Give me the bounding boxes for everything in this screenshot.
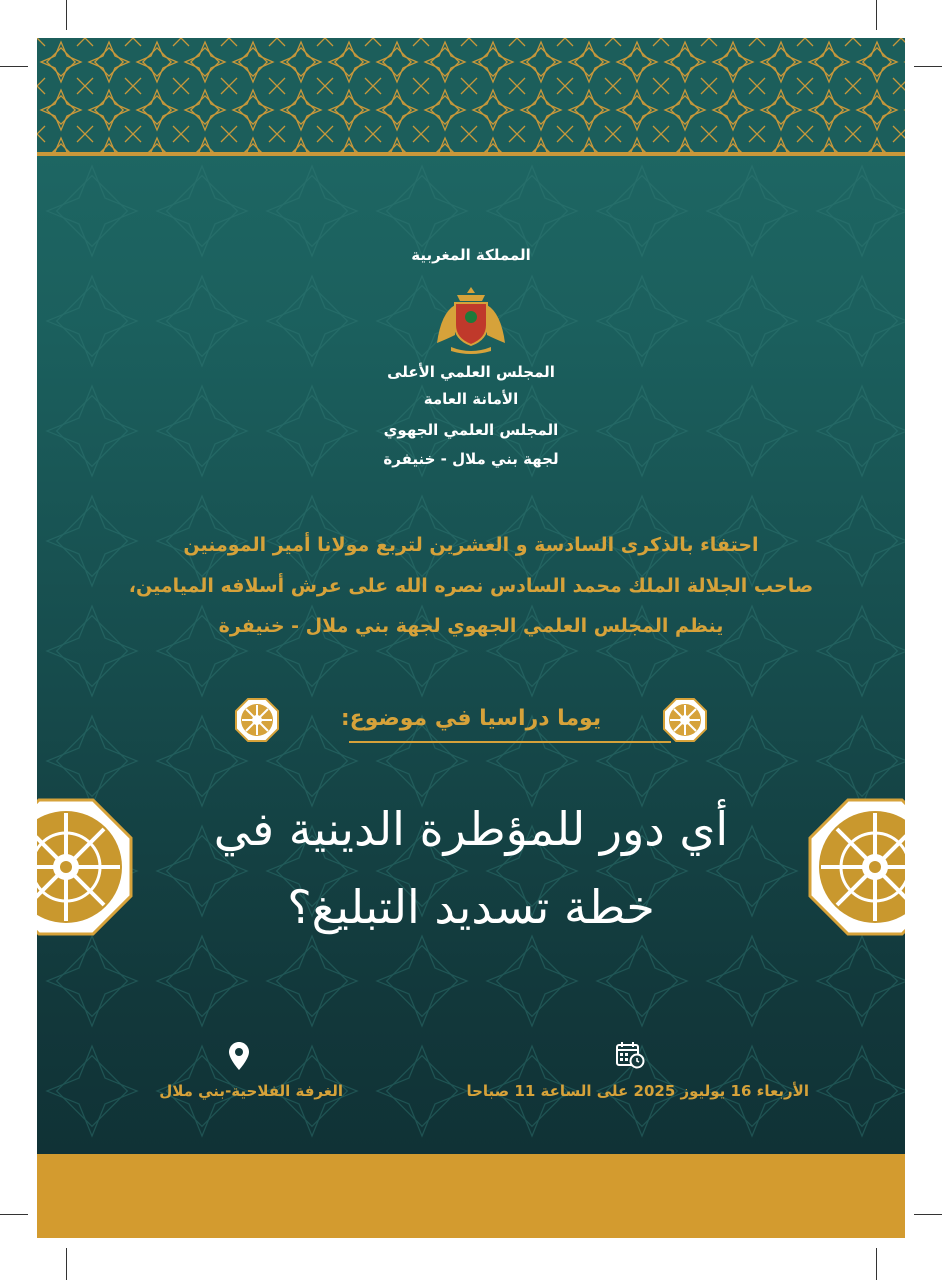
- org-line-1: المجلس العلمي الأعلى: [387, 363, 555, 381]
- crop-mark: [0, 1214, 28, 1215]
- crop-mark: [914, 66, 942, 67]
- crop-mark: [876, 1248, 877, 1280]
- intro-line-2: صاحب الجلالة الملك محمد السادس نصره الله على عرش أسلافه الميامين،: [128, 575, 814, 597]
- topic-underline: [349, 741, 671, 743]
- title-line-1: أي دور للمؤطرة الدينية في: [213, 802, 729, 856]
- band-gold-line: [37, 152, 905, 156]
- event-location: الغرفة الفلاحية-بني ملال: [159, 1082, 343, 1100]
- bottom-gold-bar: [37, 1154, 905, 1238]
- geometric-pattern: [37, 38, 905, 152]
- org-line-3: المجلس العلمي الجهوي: [383, 421, 559, 439]
- event-datetime: الأربعاء 16 يوليوز 2025 على الساعة 11 صباحا: [466, 1082, 809, 1100]
- crop-mark: [0, 66, 28, 67]
- top-pattern-band: [37, 38, 905, 156]
- royal-coat-of-arms-icon: [431, 283, 511, 355]
- kingdom-label: المملكة المغربية: [411, 246, 531, 264]
- org-line-4: لجهة بني ملال - خنيفرة: [383, 450, 559, 468]
- title-line-2: خطة تسديد التبليغ؟: [287, 880, 655, 934]
- topic-heading: يوما دراسيا في موضوع:: [340, 706, 602, 731]
- poster: [37, 38, 905, 1238]
- intro-line-3: ينظم المجلس العلمي الجهوي لجهة بني ملال - خنيفرة: [218, 615, 724, 637]
- crop-mark: [914, 1214, 942, 1215]
- intro-line-1: احتفاء بالذكرى السادسة و العشرين لتربع مولانا أمير المومنين: [183, 534, 759, 556]
- calendar-clock-icon: [615, 1040, 645, 1070]
- org-line-2: الأمانة العامة: [423, 390, 519, 408]
- crop-mark: [66, 1248, 67, 1280]
- crop-mark: [876, 0, 877, 30]
- crop-mark: [66, 0, 67, 30]
- map-pin-icon: [228, 1041, 250, 1071]
